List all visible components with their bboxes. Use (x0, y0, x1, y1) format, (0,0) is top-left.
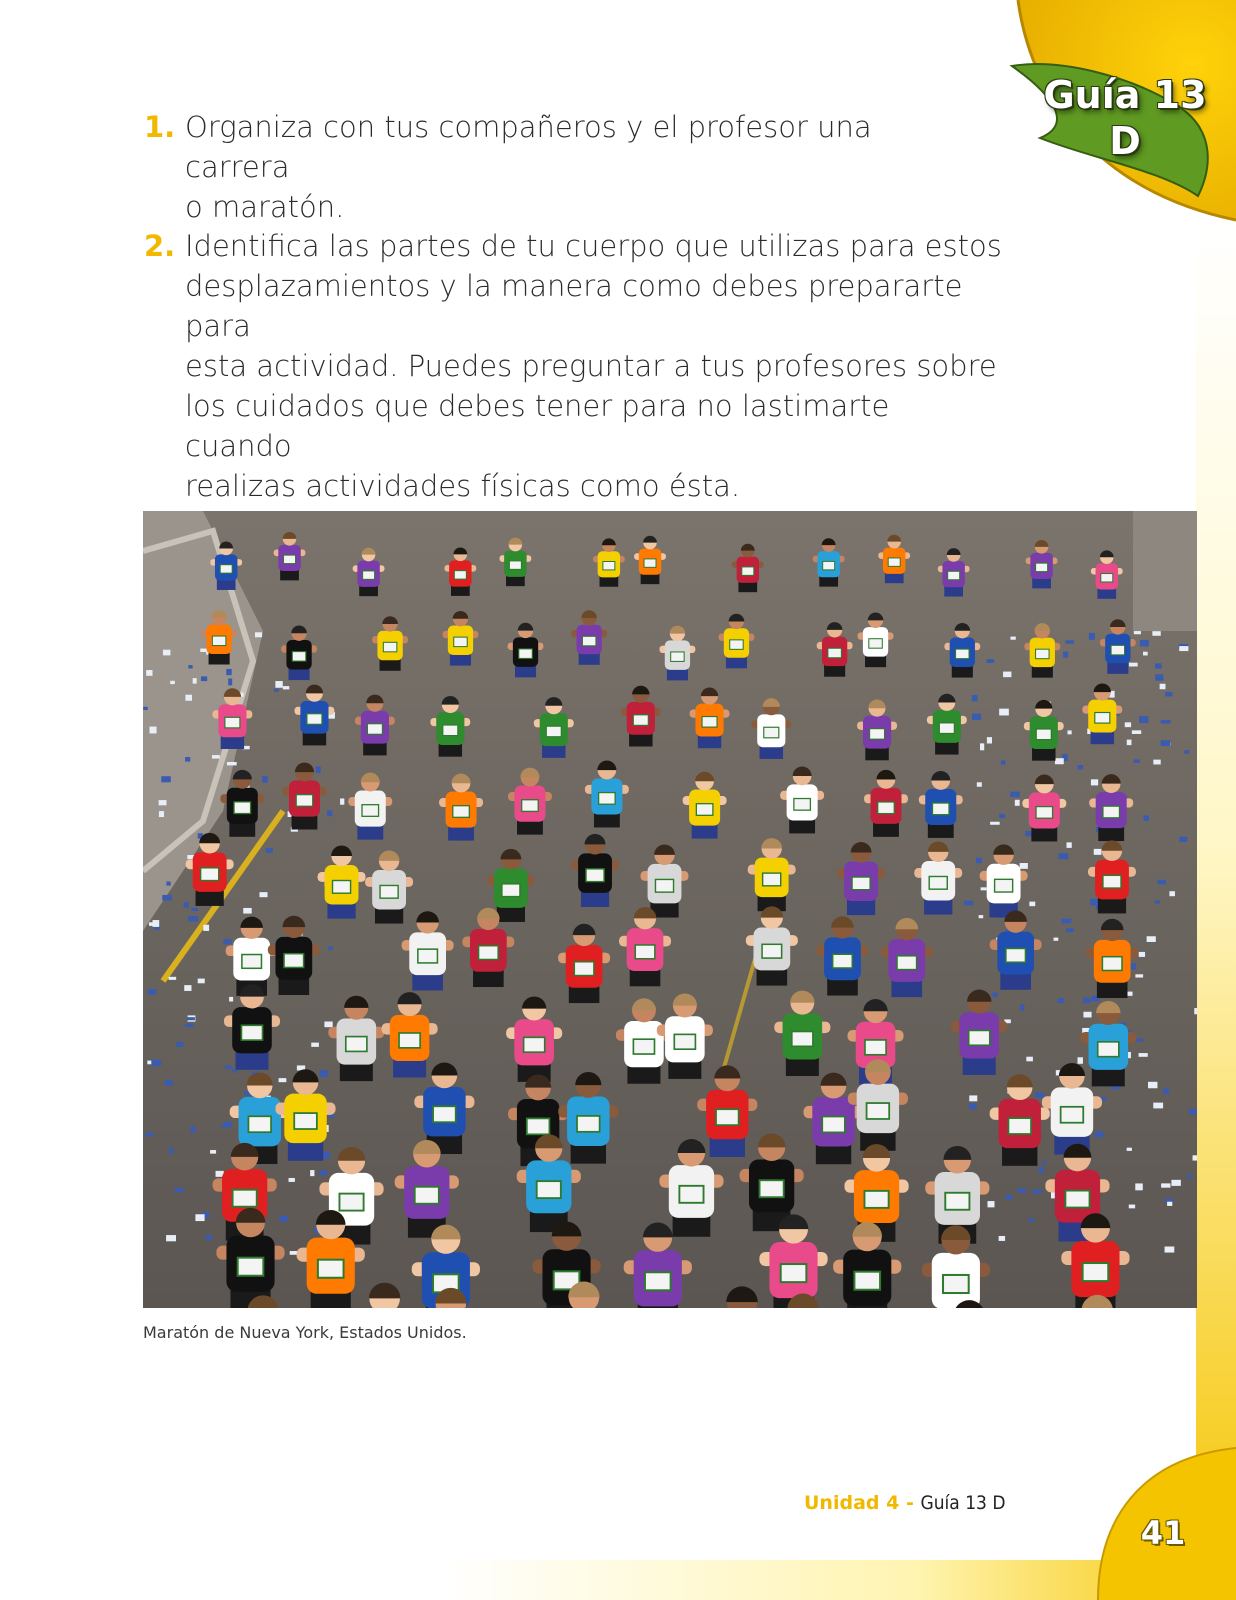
litter-cup (1101, 1097, 1106, 1101)
instruction-number: 1. (144, 110, 176, 144)
litter-cup (1067, 842, 1072, 848)
instruction-text: Identifica las partes de tu cuerpo que utilizas para estos desplazamientos y la manera como debes prepararte para esta actividad. Puedes preguntar a tus profesores sobre los cuidados que debes tener para no lastimarte cuando realizas actividades físicas como ésta. (185, 229, 1002, 503)
litter-cup (1134, 759, 1140, 763)
litter-cup (1157, 880, 1166, 884)
litter-cup (185, 757, 190, 762)
litter-cup (1152, 631, 1160, 636)
litter-cup (340, 798, 344, 804)
litter-cup (210, 1150, 216, 1154)
litter-cup (1153, 760, 1160, 765)
litter-cup (149, 727, 156, 734)
litter-cup (1020, 1004, 1024, 1011)
litter-cup (203, 925, 209, 931)
litter-cup (1161, 720, 1171, 723)
litter-cup (1161, 1183, 1170, 1187)
litter-cup (964, 901, 973, 906)
litter-cup (1125, 722, 1131, 727)
guide-tab-title: Guía 13 (1043, 73, 1207, 117)
litter-cup (206, 1235, 212, 1241)
litter-cup (311, 1043, 319, 1047)
litter-cup (1193, 1155, 1197, 1160)
litter-cup (999, 814, 1005, 818)
litter-cup (1132, 730, 1141, 734)
litter-cup (153, 920, 160, 927)
litter-cup (1155, 663, 1162, 668)
litter-cup (1006, 1195, 1013, 1200)
litter-cup (1001, 760, 1006, 764)
litter-cup (166, 1235, 176, 1241)
litter-cup (223, 940, 232, 943)
footer-guide: Guía 13 D (920, 1492, 1006, 1514)
litter-cup (166, 882, 170, 886)
litter-cup (1010, 792, 1019, 797)
instruction-item-1 (144, 107, 984, 227)
footer-separator: - (899, 1492, 921, 1514)
litter-cup (1025, 831, 1031, 836)
litter-cup (1160, 684, 1166, 689)
litter-cup (169, 977, 177, 980)
litter-cup (148, 989, 157, 995)
litter-cup (262, 776, 268, 783)
litter-cup (146, 670, 152, 676)
litter-cup (999, 1236, 1005, 1241)
litter-cup (243, 908, 251, 914)
litter-cup (972, 714, 981, 720)
litter-cup (322, 1152, 329, 1159)
runners-crowd-illustration (143, 511, 1197, 1308)
litter-cup (981, 887, 987, 890)
litter-cup (1091, 779, 1098, 785)
guide-tab (1030, 72, 1220, 164)
litter-cup (198, 979, 205, 984)
litter-cup (1147, 936, 1156, 942)
litter-cup (1194, 1008, 1197, 1014)
litter-cup (283, 686, 289, 689)
litter-cup (193, 678, 197, 683)
footer-unit: Unidad 4 (804, 1492, 900, 1514)
litter-cup (1054, 938, 1059, 941)
litter-cup (188, 916, 198, 921)
litter-cup (310, 1170, 314, 1176)
litter-cup (195, 1214, 204, 1221)
litter-cup (992, 993, 997, 998)
litter-cup (161, 776, 171, 782)
litter-cup (1139, 1053, 1148, 1057)
litter-cup (259, 892, 267, 897)
litter-cup (165, 1080, 173, 1086)
litter-cup (1165, 1246, 1175, 1252)
litter-cup (1039, 1167, 1044, 1173)
instruction-item-2 (144, 226, 1004, 506)
footer-running-title (804, 1492, 1006, 1514)
litter-cup (1020, 863, 1028, 869)
litter-cup (1065, 640, 1074, 643)
litter-cup (175, 1188, 184, 1192)
litter-cup (1090, 899, 1098, 906)
litter-cup (227, 762, 237, 765)
litter-cup (1189, 1109, 1197, 1115)
litter-cup (229, 997, 233, 1002)
litter-cup (1078, 1057, 1083, 1064)
litter-cup (1062, 919, 1072, 924)
litter-cup (987, 737, 992, 743)
litter-cup (316, 766, 321, 773)
litter-cup (279, 1216, 287, 1222)
marathon-photo (143, 511, 1197, 1308)
litter-cup (255, 632, 262, 637)
litter-cup (976, 858, 982, 864)
litter-cup (977, 782, 982, 786)
litter-cup (1187, 1175, 1191, 1179)
litter-cup (145, 1133, 153, 1137)
litter-cup (1043, 1161, 1047, 1164)
instruction-text: Organiza con tus compañeros y el profesor una carrera o maratón. (185, 110, 872, 224)
litter-cup (1063, 652, 1068, 658)
litter-cup (185, 695, 192, 701)
litter-cup (191, 908, 198, 911)
litter-cup (1179, 837, 1187, 842)
litter-cup (1163, 1088, 1169, 1094)
litter-cup (228, 678, 232, 685)
litter-cup (201, 676, 207, 681)
litter-cup (990, 822, 1000, 825)
litter-cup (1134, 631, 1141, 634)
instruction-number: 2. (144, 229, 176, 263)
litter-cup (969, 1103, 977, 1109)
litter-cup (226, 669, 231, 675)
litter-cup (1026, 1057, 1033, 1062)
litter-cup (999, 709, 1009, 716)
litter-cup (289, 1178, 295, 1182)
litter-cup (1155, 674, 1163, 680)
litter-cup (1164, 1199, 1174, 1202)
litter-cup (212, 755, 220, 759)
litter-cup (1010, 637, 1015, 640)
litter-cup (185, 1024, 194, 1027)
litter-cup (1032, 1190, 1042, 1194)
litter-cup (1029, 902, 1035, 907)
litter-cup (1153, 1103, 1163, 1109)
litter-cup (320, 1070, 328, 1077)
litter-cup (1155, 900, 1160, 903)
litter-cup (1171, 1180, 1180, 1186)
litter-cup (1058, 853, 1068, 859)
litter-cup (1129, 663, 1138, 667)
litter-cup (319, 1170, 327, 1175)
litter-cup (151, 1060, 161, 1067)
litter-cup (324, 1022, 332, 1028)
litter-cup (184, 902, 189, 907)
guide-tab-letter: D (1109, 119, 1141, 163)
litter-cup (191, 1126, 196, 1133)
litter-cup (1089, 633, 1095, 640)
litter-cup (327, 810, 332, 816)
litter-cup (1135, 1183, 1142, 1190)
litter-cup (1129, 1205, 1135, 1209)
litter-cup (274, 689, 279, 692)
litter-cup (1161, 740, 1171, 746)
photo-caption: Maratón de Nueva York, Estados Unidos. (143, 1323, 467, 1342)
litter-cup (1003, 672, 1011, 678)
litter-cup (169, 1147, 173, 1154)
litter-cup (328, 946, 333, 950)
litter-cup (1015, 800, 1020, 806)
litter-cup (224, 1122, 232, 1128)
litter-cup (987, 1201, 994, 1207)
litter-cup (1035, 1092, 1045, 1097)
litter-cup (1095, 1132, 1104, 1138)
litter-cup (1083, 1012, 1091, 1018)
litter-cup (170, 681, 175, 684)
litter-cup (1139, 952, 1145, 957)
litter-cup (972, 695, 978, 701)
litter-cup (1066, 928, 1074, 932)
litter-cup (980, 743, 984, 750)
litter-cup (163, 650, 170, 656)
litter-cup (1017, 1188, 1026, 1192)
litter-cup (279, 1078, 287, 1082)
litter-cup (232, 1070, 237, 1073)
litter-cup (188, 665, 192, 668)
litter-cup (143, 707, 148, 710)
litter-cup (986, 659, 994, 663)
litter-cup (1165, 692, 1172, 697)
litter-cup (1135, 974, 1143, 977)
litter-cup (159, 811, 164, 817)
page-number: 41 (1140, 1514, 1186, 1552)
litter-cup (1127, 1148, 1132, 1151)
litter-cup (1083, 998, 1090, 1004)
litter-cup (275, 681, 282, 688)
litter-cup (1055, 758, 1064, 764)
litter-cup (184, 985, 191, 991)
litter-cup (162, 895, 172, 901)
litter-cup (1148, 1082, 1157, 1088)
litter-cup (159, 800, 167, 805)
litter-cup (1029, 1218, 1034, 1222)
litter-cup (1140, 640, 1149, 647)
litter-cup (225, 1066, 232, 1069)
litter-cup (1127, 740, 1132, 746)
litter-cup (969, 1095, 977, 1101)
litter-cup (1184, 750, 1189, 754)
litter-cup (1067, 730, 1071, 734)
litter-cup (176, 1042, 183, 1047)
litter-cup (979, 915, 984, 918)
litter-cup (1169, 891, 1175, 896)
litter-cup (1058, 998, 1064, 1003)
litter-cup (1139, 716, 1148, 723)
litter-cup (187, 1017, 195, 1020)
litter-cup (1179, 646, 1188, 651)
litter-cup (266, 848, 273, 853)
litter-cup (1143, 652, 1148, 656)
litter-cup (1078, 765, 1084, 769)
litter-cup (1094, 849, 1102, 855)
litter-cup (1144, 815, 1150, 820)
